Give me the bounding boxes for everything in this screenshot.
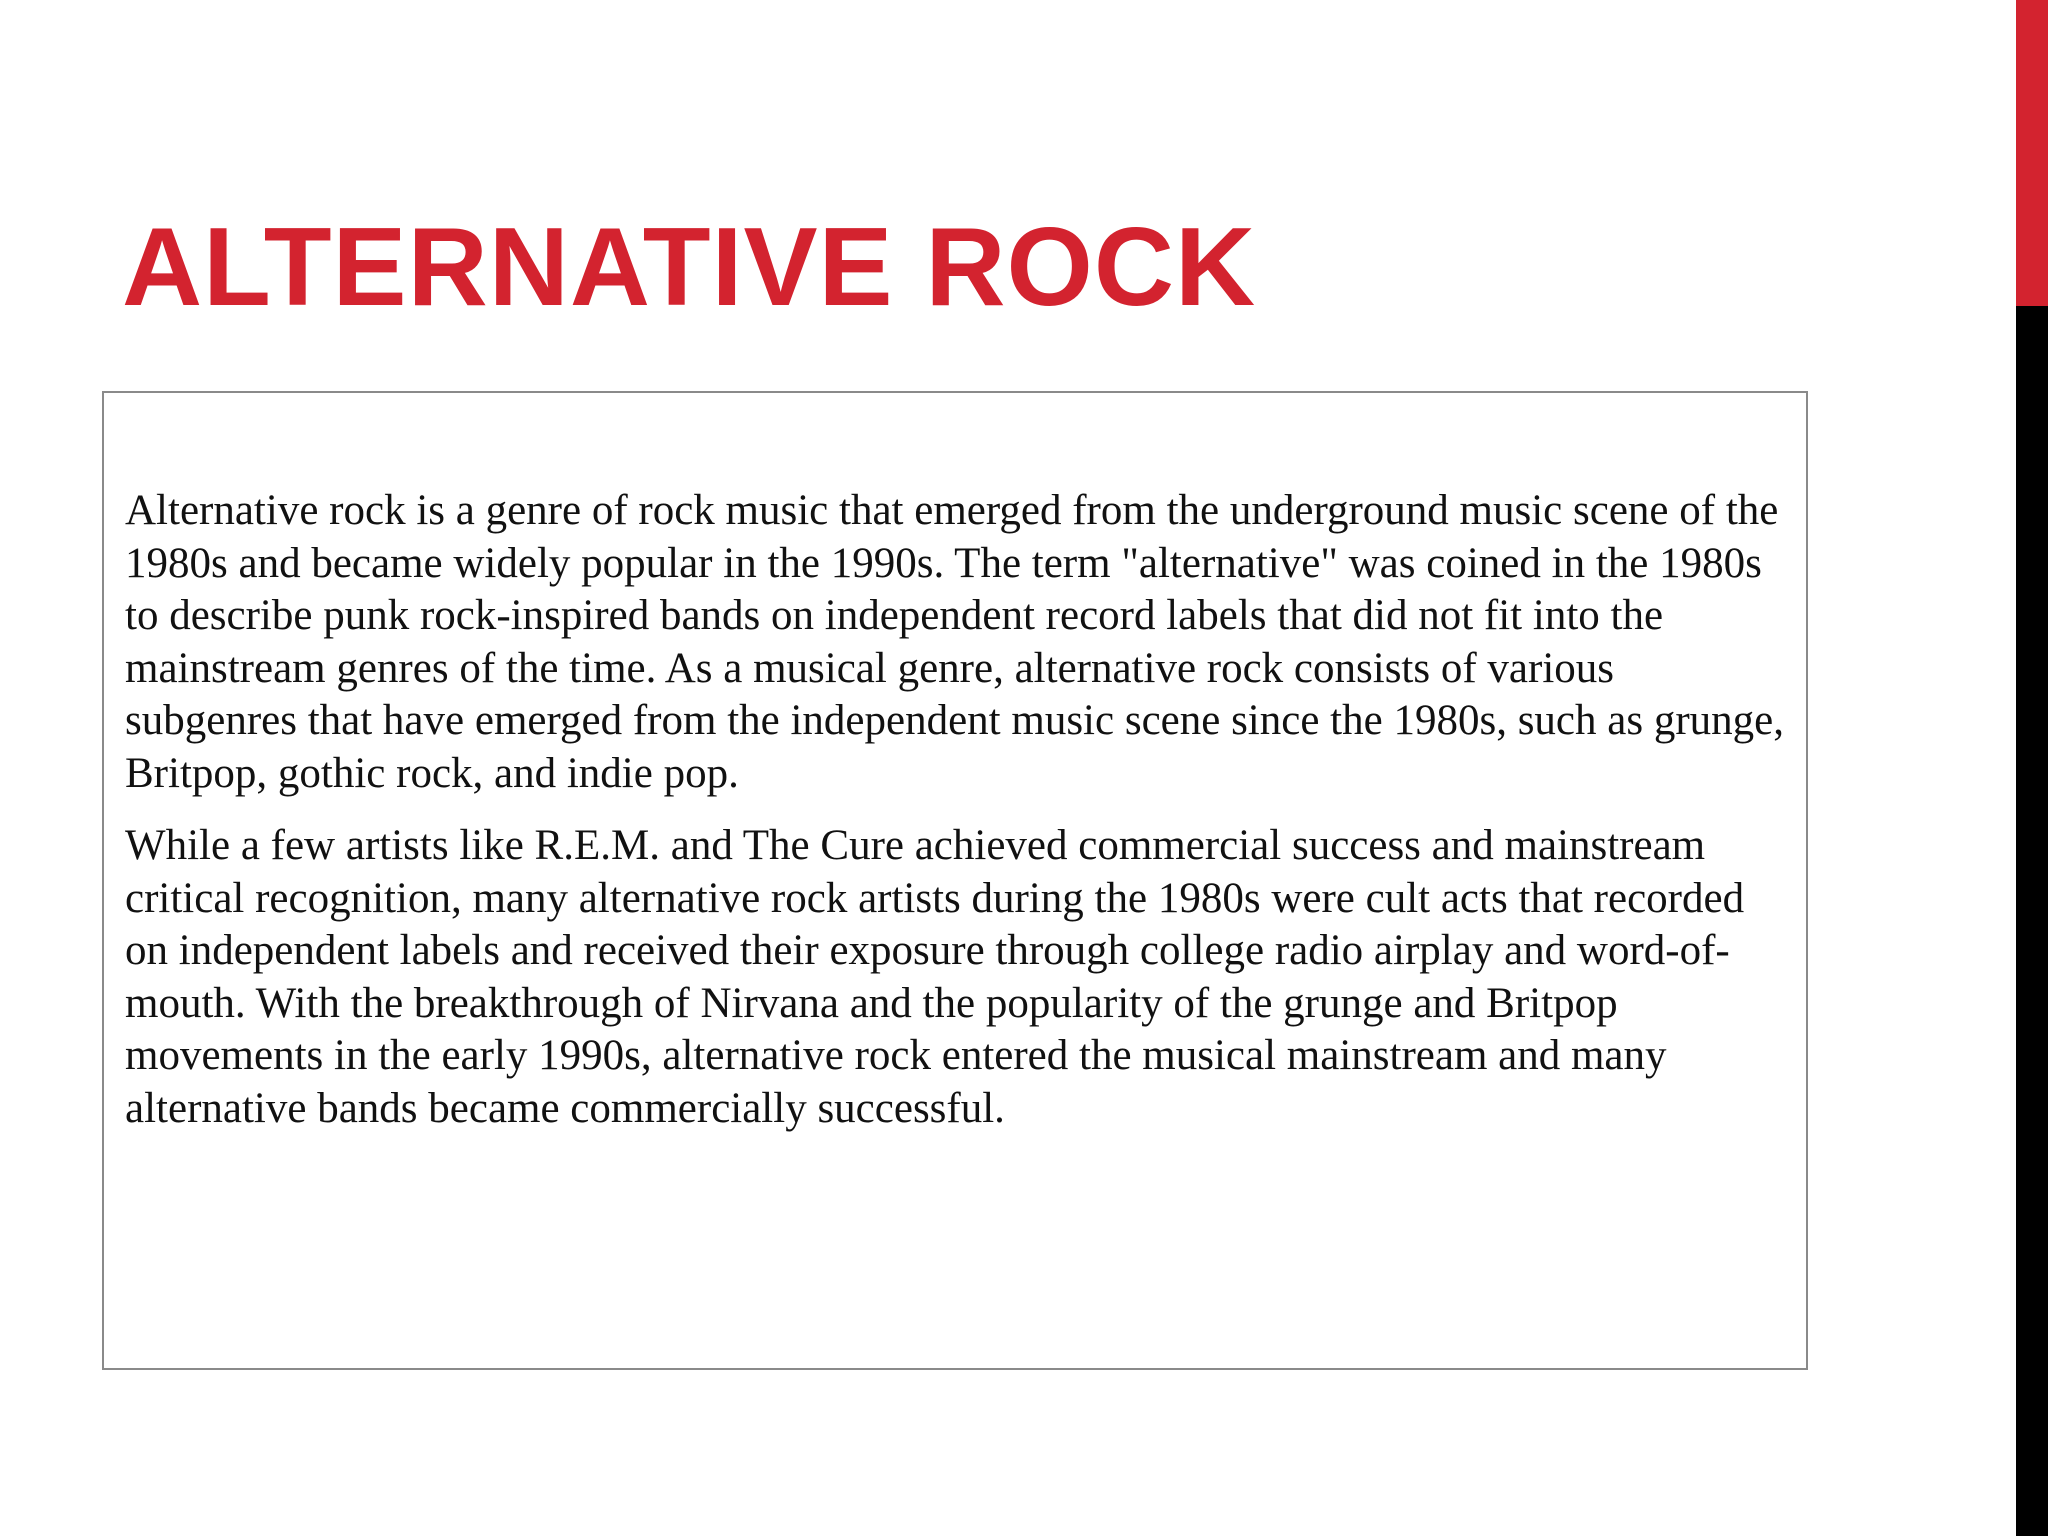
paragraph-2: While a few artists like R.E.M. and The Cure achieved commercial success and mainstream critical recognition, many alternative rock artists during the 1980s were cult acts that recorded on independent labels and received their exposure through college radio airplay and word-of-mouth. With the breakthrough of Nirvana and the popularity of the grunge and Britpop movements in the early 1990s, alternative rock entered the musical mainstream and many alternative bands became commercially successful. xyxy=(125,822,1745,1132)
accent-bar-black xyxy=(2016,306,2048,1536)
content-body xyxy=(125,485,1785,1155)
paragraph-1: Alternative rock is a genre of rock music that emerged from the underground music scene of the 1980s and became widely popular in the 1990s. The term "alternative" was coined in the 1980s to describe punk rock-inspired bands on independent record labels that did not fit into the mainstream genres of the time. As a musical genre, alternative rock consists of various subgenres that have emerged from the independent music scene since the 1980s, such as grunge, Britpop, gothic rock, and indie pop. xyxy=(125,487,1784,797)
slide-title: ALTERNATIVE ROCK xyxy=(122,205,1257,329)
accent-bar-red xyxy=(2016,0,2048,306)
content-text-box[interactable] xyxy=(102,391,1808,1370)
